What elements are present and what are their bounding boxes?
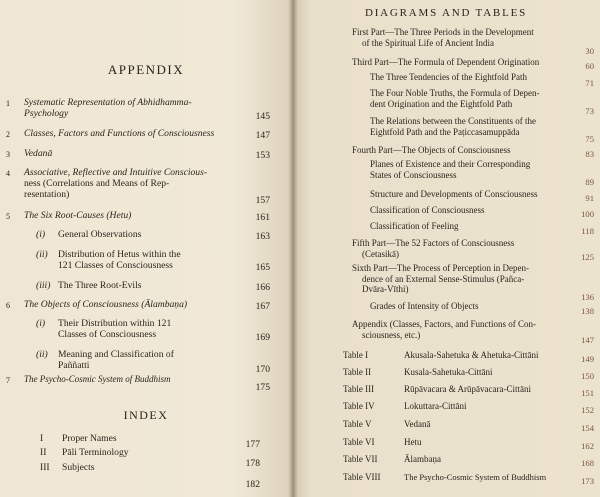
entry-number: II	[40, 447, 47, 458]
entry-title: Classification of Feeling	[370, 221, 459, 231]
table-label: Table IV	[343, 401, 375, 411]
entry-number: I	[40, 433, 44, 444]
table-label: Table III	[343, 384, 375, 394]
entry-title-cont: 121 Classes of Consciousness	[58, 260, 173, 271]
diagram-entry	[352, 263, 572, 295]
diagram-entry	[370, 116, 572, 137]
page-number: 147	[581, 335, 594, 345]
entry-title-cont: Classes of Consciousness	[58, 329, 157, 340]
appendix-subentry	[36, 349, 256, 373]
page-number: 166	[255, 282, 270, 293]
page-number: 170	[255, 364, 270, 375]
diagram-entry	[352, 319, 572, 340]
entry-title-cont: Psychology	[24, 108, 69, 119]
page-number: 165	[255, 262, 270, 273]
page-number: 75	[585, 134, 594, 144]
entry-title: Classification of Consciousness	[370, 205, 485, 215]
diagram-entry	[352, 145, 572, 156]
entry-title-cont: of the Spiritual Life of Ancient India	[362, 37, 494, 48]
entry-title: Fifth Part—The 52 Factors of Consciousness	[352, 238, 515, 248]
entry-title: Associative, Reflective and Intuitive Conscious-	[24, 167, 208, 178]
book-gutter	[288, 0, 298, 497]
diagram-entry	[370, 189, 572, 200]
page-number: 157	[255, 195, 270, 206]
entry-title: Their Distribution within 121	[58, 318, 172, 329]
entry-title-cont: sciousness, etc.)	[362, 329, 421, 340]
right-page	[292, 0, 600, 497]
page-number: 91	[585, 193, 594, 203]
entry-title: Distribution of Hetus within the	[58, 249, 181, 260]
entry-title: Appendix (Classes, Factors, and Functions of Con-	[352, 319, 536, 329]
page-number: 152	[581, 405, 594, 415]
appendix-subentry	[36, 280, 256, 292]
entry-number: 1	[6, 99, 10, 108]
appendix-entry-5	[6, 210, 256, 222]
appendix-heading: APPENDIX	[107, 62, 185, 77]
diagram-entry	[352, 57, 572, 68]
entry-title: Vedanā	[24, 148, 53, 159]
page-number: 182	[245, 479, 260, 490]
table-label: Table I	[343, 350, 369, 360]
entry-number: 2	[6, 130, 10, 139]
table-title: Kusala-Sahetuka-Cittāni	[404, 367, 493, 377]
entry-title: The Relations between the Constituents of the	[370, 116, 536, 126]
page-number: 60	[585, 61, 594, 71]
index-entry	[40, 447, 240, 459]
entry-number: 6	[6, 301, 10, 310]
entry-title: The Three Root-Evils	[58, 280, 142, 291]
entry-title-cont: Eightfold Path and the Paṭiccasamuppāda	[370, 126, 520, 137]
appendix-subentry	[36, 229, 256, 241]
page-number: 83	[585, 149, 594, 159]
entry-title-cont: dence of an External Sense-Stimulus (Pañca-	[362, 273, 525, 284]
page-number: 149	[581, 354, 594, 364]
entry-title: Subjects	[62, 462, 95, 473]
diagram-entry	[352, 238, 572, 259]
entry-number: (i)	[36, 229, 46, 240]
page-number: 147	[255, 130, 270, 141]
appendix-entry-7	[6, 374, 256, 386]
entry-title: Structure and Developments of Consciousness	[370, 189, 538, 199]
entry-number: 3	[6, 150, 10, 159]
appendix-subentry	[36, 318, 256, 342]
entry-title-cont: Dvāra-Vīthi)	[362, 284, 409, 294]
entry-title: Systematic Representation of Abhidhamma-	[24, 97, 192, 108]
table-label: Table V	[343, 419, 372, 429]
page-number: 100	[581, 209, 594, 219]
page-number: 30	[585, 46, 594, 56]
table-title: Akusala-Sahetuka & Ahetuka-Cittāni	[404, 350, 539, 360]
appendix-entry-3	[6, 148, 256, 160]
table-label: Table VII	[343, 454, 378, 464]
page-number: 71	[585, 78, 594, 88]
table-label: Table VIII	[343, 472, 381, 482]
page-number: 138	[581, 306, 594, 316]
page-number: 169	[255, 332, 270, 343]
entry-title: The Four Noble Truths, the Formula of Depen-	[370, 88, 540, 98]
entry-title: Sixth Part—The Process of Perception in Depen-	[352, 263, 529, 273]
entry-title: First Part—The Three Periods in the Development	[352, 27, 534, 37]
table-title: Vedanā	[404, 419, 431, 429]
page-number: 151	[581, 388, 594, 398]
page-number: 118	[581, 226, 594, 236]
index-entry	[40, 433, 240, 445]
entry-number: III	[40, 462, 50, 473]
entry-title: Third Part—The Formula of Dependent Origination	[352, 57, 540, 67]
page-number: 163	[255, 231, 270, 242]
left-page	[0, 0, 292, 497]
entry-number: 4	[6, 169, 10, 178]
page-number: 73	[585, 106, 594, 116]
table-label: Table VI	[343, 437, 375, 447]
entry-title-cont: resentation)	[24, 189, 70, 200]
diagrams-heading: DIAGRAMS AND TABLES	[364, 7, 528, 19]
page-number: 153	[255, 150, 270, 161]
entry-title-cont: States of Consciousness	[370, 169, 457, 180]
entry-title: Planes of Existence and their Corresponding	[370, 159, 531, 169]
diagram-entry	[370, 301, 572, 312]
page-number: 178	[245, 458, 260, 469]
entry-number: (iii)	[36, 280, 51, 291]
entry-title: The Psycho-Cosmic System of Buddhism	[24, 374, 171, 384]
entry-title: Proper Names	[62, 433, 117, 444]
entry-number: 7	[6, 376, 10, 385]
appendix-entry-2	[6, 128, 256, 140]
entry-title: The Six Root-Causes (Hetu)	[24, 210, 132, 221]
table-title: Rūpāvacara & Arūpāvacara-Cittāni	[404, 384, 531, 394]
diagram-entry	[370, 159, 572, 180]
page-number: 136	[581, 292, 594, 302]
page-number: 177	[245, 439, 260, 450]
page-number: 150	[581, 371, 594, 381]
diagram-entry	[370, 205, 572, 216]
entry-title: General Observations	[58, 229, 142, 240]
table-title: Hetu	[404, 437, 422, 447]
appendix-entry-4	[6, 167, 256, 203]
page-number: 154	[581, 423, 594, 433]
entry-title-cont: (Cetasikā)	[362, 248, 399, 259]
page-number: 145	[255, 111, 270, 122]
entry-title-cont: Paññatti	[58, 360, 90, 371]
page-number: 125	[581, 252, 594, 262]
entry-number: (ii)	[36, 349, 48, 360]
page-number: 162	[581, 441, 594, 451]
index-heading: INDEX	[123, 408, 169, 422]
diagram-entry	[370, 88, 572, 109]
appendix-entry-6	[6, 299, 256, 311]
entry-number: (i)	[36, 318, 46, 329]
diagram-entry	[370, 221, 572, 232]
entry-number: (ii)	[36, 249, 48, 260]
entry-title-cont: ness (Correlations and Means of Rep-	[24, 178, 170, 189]
entry-number: 5	[6, 212, 10, 221]
entry-title: Meaning and Classification of	[58, 349, 174, 360]
entry-title-cont: dent Origination and the Eightfold Path	[370, 98, 513, 109]
entry-title: Fourth Part—The Objects of Consciousness	[352, 145, 511, 155]
entry-title: Classes, Factors and Functions of Consciousness	[24, 128, 215, 139]
entry-title: Grades of Intensity of Objects	[370, 301, 479, 311]
page-number: 167	[255, 301, 270, 312]
diagram-entry	[370, 72, 572, 83]
page-number: 89	[585, 177, 594, 187]
diagram-entry	[352, 27, 572, 48]
appendix-subentry	[36, 249, 256, 273]
entry-title: The Three Tendencies of the Eightfold Path	[370, 72, 527, 82]
index-entry	[40, 462, 240, 474]
entry-title: Pāli Terminology	[62, 447, 129, 458]
table-label: Table II	[343, 367, 372, 377]
page-number: 168	[581, 458, 594, 468]
entry-title: The Objects of Consciousness (Ālambaṇa)	[24, 299, 188, 310]
page-number: 175	[255, 382, 270, 393]
page-number: 161	[255, 212, 270, 223]
page-number: 173	[581, 476, 594, 486]
appendix-entry-1	[6, 97, 256, 121]
table-title: Ālambaṇa	[404, 454, 441, 464]
table-title: Lokuttara-Cittāni	[404, 401, 467, 411]
table-title: The Psycho-Cosmic System of Buddhism	[404, 472, 547, 482]
